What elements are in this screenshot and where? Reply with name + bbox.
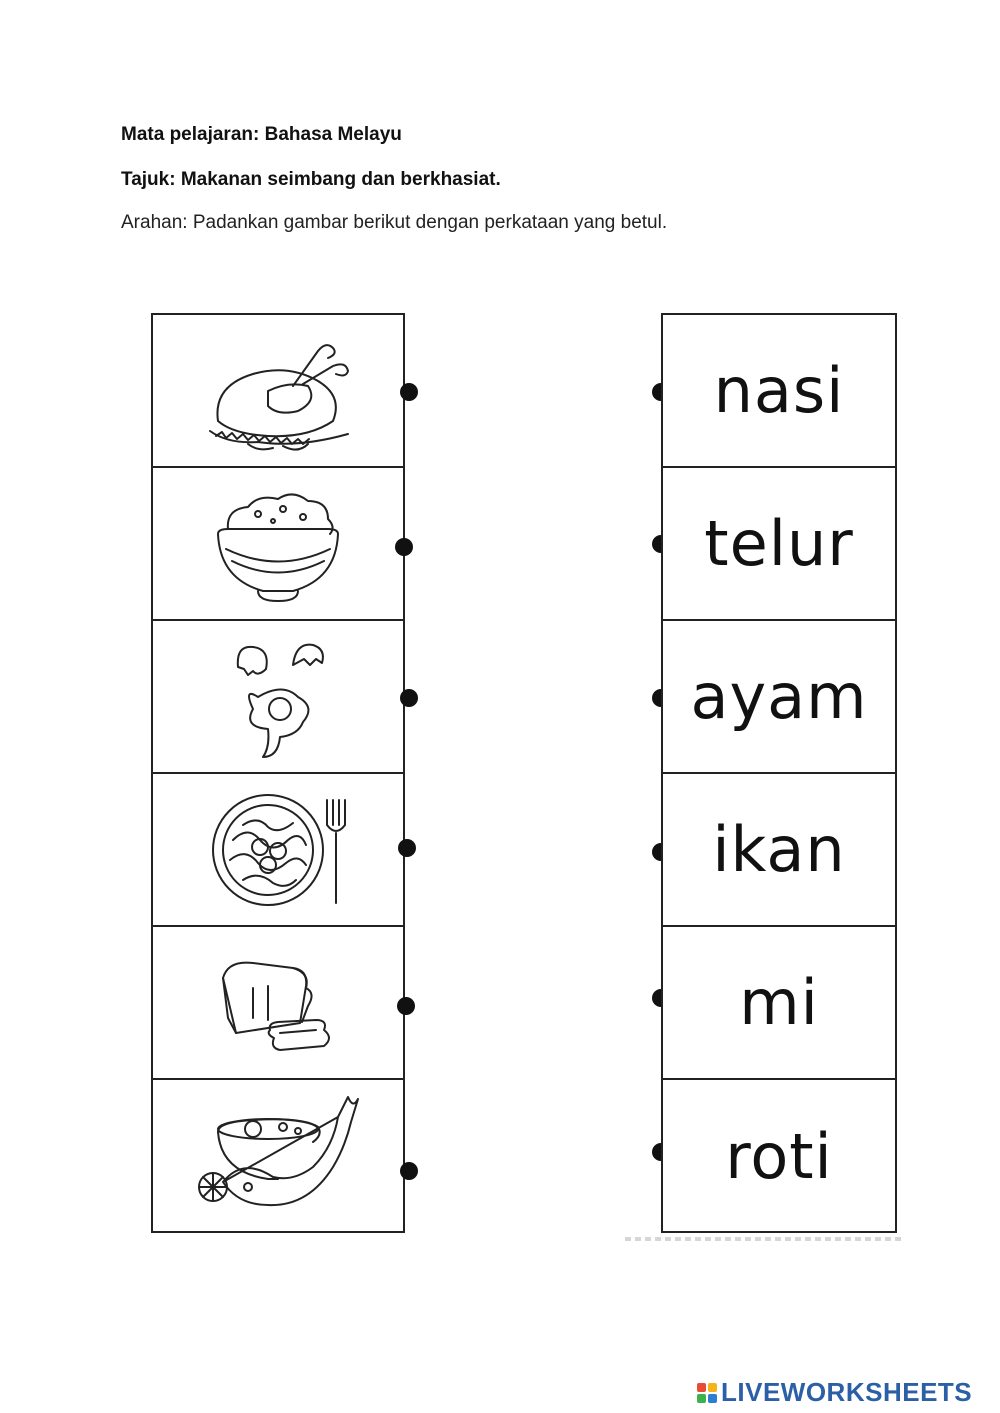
- picture-column: [151, 313, 405, 1233]
- instruction-text: Arahan: Padankan gambar berikut dengan perkataan yang betul.: [121, 212, 668, 233]
- subject-heading: Mata pelajaran: Bahasa Melayu: [121, 124, 402, 145]
- roast-chicken-icon: [198, 326, 358, 456]
- word-cell: [663, 315, 895, 468]
- picture-cell-chicken: [153, 315, 403, 468]
- left-dot-5[interactable]: [397, 997, 415, 1015]
- word-cell: [663, 621, 895, 774]
- logo-block: [697, 1383, 706, 1392]
- word-label: mi: [739, 966, 819, 1039]
- fish-soup-icon: [193, 1087, 363, 1227]
- word-label: nasi: [713, 354, 845, 427]
- left-dot-3[interactable]: [400, 689, 418, 707]
- picture-cell-noodles: [153, 774, 403, 927]
- left-dot-6[interactable]: [400, 1162, 418, 1180]
- logo-blocks-icon: [697, 1383, 717, 1403]
- word-cell: [663, 1080, 895, 1233]
- logo-block: [708, 1394, 717, 1403]
- picture-cell-egg: [153, 621, 403, 774]
- logo-block: [708, 1383, 717, 1392]
- left-dot-1[interactable]: [400, 383, 418, 401]
- topic-heading: Tajuk: Makanan seimbang dan berkhasiat.: [121, 169, 501, 190]
- word-column: [661, 313, 897, 1233]
- word-cell: [663, 774, 895, 927]
- noodles-plate-icon: [198, 785, 358, 915]
- word-label: ayam: [690, 660, 868, 733]
- word-cell: [663, 927, 895, 1080]
- picture-cell-bread: [153, 927, 403, 1080]
- faint-footer-text: [625, 1237, 905, 1241]
- word-label: roti: [725, 1120, 833, 1193]
- logo-text: LIVEWORKSHEETS: [721, 1377, 973, 1407]
- bread-loaf-icon: [198, 938, 358, 1068]
- word-label: telur: [704, 507, 854, 580]
- picture-cell-fish: [153, 1080, 403, 1233]
- word-cell: [663, 468, 895, 621]
- left-dot-2[interactable]: [395, 538, 413, 556]
- logo-block: [697, 1394, 706, 1403]
- word-label: ikan: [712, 813, 846, 886]
- left-dot-4[interactable]: [398, 839, 416, 857]
- fried-egg-icon: [198, 627, 358, 767]
- rice-bowl-icon: [198, 479, 358, 609]
- picture-cell-rice: [153, 468, 403, 621]
- liveworksheets-logo[interactable]: [697, 1377, 972, 1408]
